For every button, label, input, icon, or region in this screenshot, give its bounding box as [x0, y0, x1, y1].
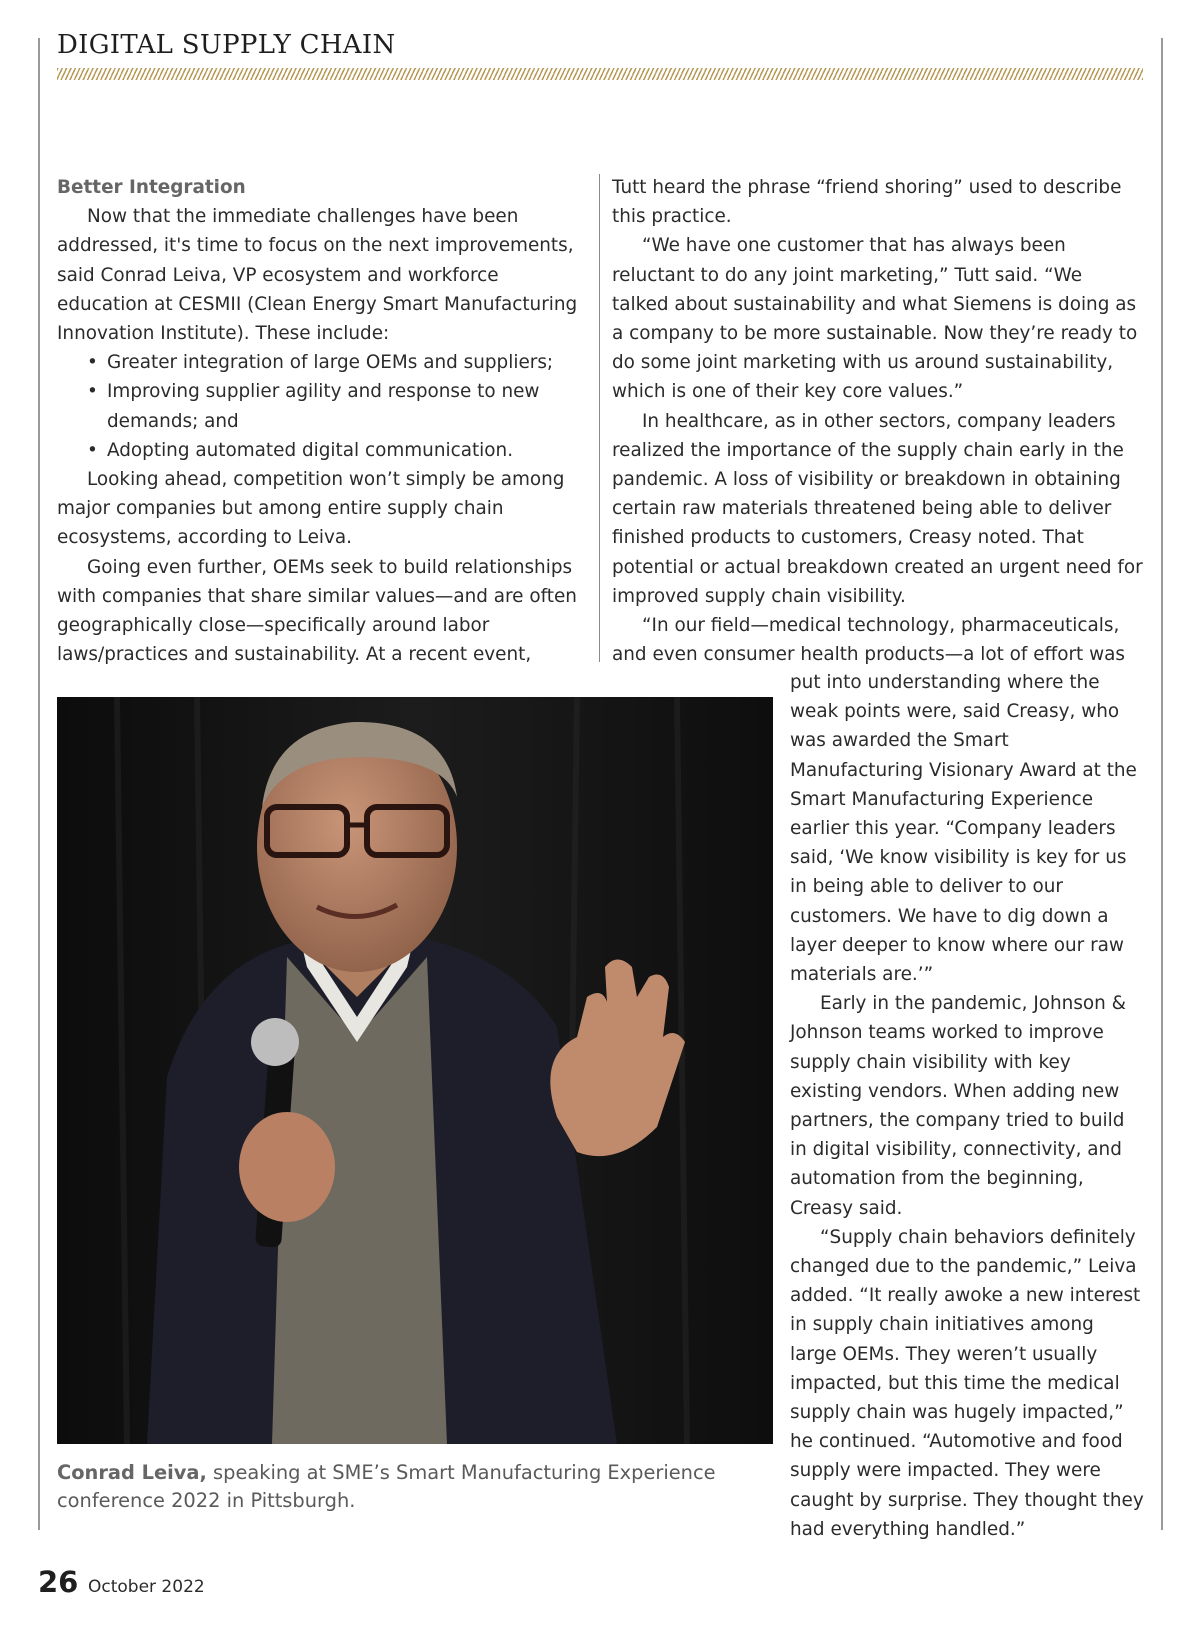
paragraph: Looking ahead, competition won’t simply be among major companies but among entire supply chain ecosystems, according to Leiva.	[57, 469, 565, 549]
caption-text: speaking at SME’s Smart Manufacturing Experience conference 2022 in Pittsburgh.	[57, 1461, 716, 1512]
paragraph: “We have one customer that has always been reluctant to do any joint marketing,” Tutt said. “We talked about sustainability and what Siemens is doing as a company to be more sustainable. Now they’re ready to do some joint marketing with us around sustainability, which is one of their key core values.”	[612, 235, 1138, 403]
speaker-photo	[57, 697, 773, 1444]
bullet-icon: •	[87, 352, 98, 374]
paragraph: Now that the immediate challenges have been addressed, it's time to focus on the next improvements, said Conrad Leiva, VP ecosystem and workforce education at CESMII (Clean Energy Smart Manufacturing Innovation Institute). These include:	[57, 206, 578, 345]
bullet-list	[57, 348, 587, 465]
page-number: 26	[38, 1565, 79, 1599]
header-hatch-rule	[57, 68, 1143, 80]
article-column-2	[612, 173, 1144, 669]
caption-name: Conrad Leiva,	[57, 1461, 207, 1484]
subhead: Better Integration	[57, 177, 246, 198]
list-item	[57, 436, 587, 465]
right-margin-rule	[1161, 38, 1163, 1530]
paragraph: In healthcare, as in other sectors, company leaders realized the importance of the supply chain early in the pandemic. A loss of visibility or breakdown in obtaining certain raw materials threatened being able to deliver finished products to customers, Creasy noted. That potential or actual breakdown created an urgent need for improved supply chain visibility.	[612, 410, 1143, 607]
column-divider	[599, 174, 600, 662]
speaker-illustration	[57, 697, 773, 1444]
photo-caption	[57, 1459, 773, 1515]
list-item-text: Greater integration of large OEMs and suppliers;	[107, 352, 554, 374]
paragraph: Early in the pandemic, Johnson & Johnson teams worked to improve supply chain visibility with key existing vendors. When adding new partners, the company tried to build in digital visibility, connectivity, and automation from the beginning, Creasy said.	[790, 993, 1127, 1219]
paragraph: put into understanding where the weak points were, said Creasy, who was awarded the Smart Manufacturing Visionary Award at the Smart Manufacturing Experience earlier this year. “Company leaders said, ‘We know visibility is key for us in being able to deliver to our customers. We have to dig down a layer deeper to know where our raw materials are.’”	[790, 672, 1137, 986]
paragraph: “Supply chain behaviors definitely changed due to the pandemic,” Leiva added. “It really awoke a new interest in supply chain initiatives among large OEMs. They weren’t usually impacted, but this time the medical supply chain was hugely impacted,” he continued. “Automotive and food supply were impacted. They were caught by surprise. They thought they had everything handled.”	[790, 1226, 1144, 1540]
paragraph: “In our field—medical technology, pharmaceuticals, and even consumer health products—a lot of effort was	[612, 615, 1125, 666]
list-item	[57, 348, 587, 377]
list-item-text: Improving supplier agility and response to new demands; and	[107, 381, 540, 432]
bullet-icon: •	[87, 439, 98, 461]
bullet-icon: •	[87, 381, 98, 403]
section-title: DIGITAL SUPPLY CHAIN	[57, 30, 396, 60]
list-item-text: Adopting automated digital communication.	[107, 439, 514, 461]
left-margin-rule	[38, 38, 40, 1530]
issue-date: October 2022	[88, 1577, 205, 1597]
article-column-3	[790, 668, 1144, 1544]
list-item	[57, 377, 587, 435]
article-column-1	[57, 173, 587, 669]
paragraph: Tutt heard the phrase “friend shoring” used to describe this practice.	[612, 177, 1122, 228]
paragraph: Going even further, OEMs seek to build relationships with companies that share similar values—and are often geographically close—specifically around labor laws/practices and sustainability. At a recent event,	[57, 556, 577, 666]
